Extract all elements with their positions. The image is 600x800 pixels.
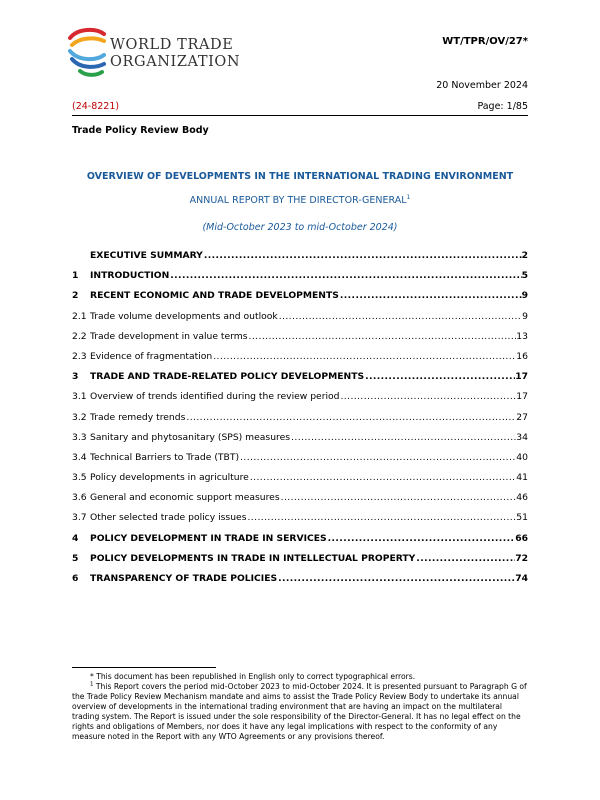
page-number: Page: 1/85 [477, 101, 528, 112]
toc-entry-number: 2.3 [72, 350, 87, 362]
toc-leader-dots [280, 492, 517, 503]
toc-entry-page: 27 [516, 411, 528, 423]
toc-entry-number: 3.5 [72, 472, 87, 484]
toc-entry-number: 2.1 [72, 310, 87, 322]
toc-entry-page: 17 [515, 371, 528, 383]
toc-entry[interactable] [72, 573, 528, 593]
toc-entry-number: 1 [72, 270, 79, 282]
toc-entry-label: INTRODUCTION [90, 270, 170, 282]
toc-leader-dots [212, 351, 516, 362]
toc-entry[interactable] [72, 492, 528, 512]
review-period: (Mid-October 2023 to mid-October 2024) [202, 222, 398, 233]
toc-entry-label: TRANSPARENCY OF TRADE POLICIES [90, 573, 278, 584]
toc-entry-label: Other selected trade policy issues [90, 512, 247, 524]
toc-leader-dots [239, 452, 516, 463]
toc-leader-dots [290, 432, 516, 443]
footnotes [72, 672, 528, 742]
toc-entry-label: Trade development in value terms [90, 330, 248, 342]
toc-entry-number: 3.6 [72, 492, 87, 504]
toc-entry-label: Evidence of fragmentation [90, 350, 213, 362]
toc-entry-number: 2 [72, 290, 79, 302]
wto-emblem-icon [66, 24, 108, 80]
toc-entry-page: 72 [515, 552, 528, 564]
toc-entry[interactable] [72, 270, 528, 290]
toc-entry-page: 40 [516, 451, 528, 463]
toc-entry-label: General and economic support measures [90, 492, 280, 504]
toc-entry-number: 6 [72, 573, 79, 584]
toc-entry[interactable] [72, 391, 528, 411]
footnote-ref: 1 [406, 193, 411, 201]
document-date: 20 November 2024 [436, 80, 528, 91]
toc-entry-page: 74 [515, 573, 528, 584]
organization-name: WORLD TRADE ORGANIZATION [110, 37, 241, 70]
wto-logo [66, 24, 266, 84]
toc-entry-label: POLICY DEVELOPMENTS IN TRADE IN INTELLECTUAL PROPERTY [90, 552, 416, 564]
toc-entry[interactable] [72, 533, 528, 553]
toc-entry-label: Policy developments in agriculture [90, 472, 249, 484]
toc-entry-number: 3.2 [72, 411, 87, 423]
document-subtitle: ANNUAL REPORT BY THE DIRECTOR-GENERAL$^1$ [189, 193, 411, 206]
toc-leader-dots [278, 311, 522, 322]
toc-leader-dots [203, 250, 522, 261]
toc-entry-page: 16 [516, 350, 528, 362]
toc-entry-page: 5 [521, 270, 528, 282]
toc-entry[interactable] [72, 331, 528, 351]
toc-entry-page: 2 [521, 250, 528, 261]
toc-entry[interactable] [72, 371, 528, 391]
toc-entry-page: 13 [516, 330, 528, 342]
toc-entry[interactable] [72, 472, 528, 492]
toc-entry-label: RECENT ECONOMIC AND TRADE DEVELOPMENTS [90, 290, 339, 302]
toc-leader-dots [415, 553, 515, 564]
issuing-body: Trade Policy Review Body [72, 125, 209, 136]
toc-entry-number: 3.1 [72, 391, 87, 403]
document-title: OVERVIEW OF DEVELOPMENTS IN THE INTERNATIONAL TRADING ENVIRONMENT [86, 171, 514, 182]
toc-entry-label: EXECUTIVE SUMMARY [90, 250, 203, 261]
toc-leader-dots [327, 533, 516, 544]
toc-entry[interactable] [72, 290, 528, 310]
toc-entry[interactable] [72, 351, 528, 371]
toc-leader-dots [185, 412, 516, 423]
toc-entry-page: 41 [516, 472, 528, 484]
toc-entry-label: Overview of trends identified during the review period [90, 391, 340, 403]
toc-entry-page: 9 [522, 310, 528, 322]
toc-entry-label: Trade volume developments and outlook [90, 310, 278, 322]
toc-entry[interactable] [72, 512, 528, 532]
toc-entry-page: 34 [516, 431, 528, 443]
toc-entry-number: 3.3 [72, 431, 87, 443]
toc-entry[interactable] [72, 553, 528, 573]
toc-entry-number: 3.7 [72, 512, 87, 524]
toc-entry-number: 4 [72, 532, 79, 544]
toc-leader-dots [277, 573, 515, 584]
toc-entry-label: Sanitary and phytosanitary (SPS) measures [90, 431, 291, 443]
toc-entry-number: 2.2 [72, 330, 87, 342]
toc-entry-number: 3 [72, 371, 79, 383]
toc-leader-dots [249, 472, 516, 483]
document-reference: (24-8221) [72, 101, 120, 112]
footnote-star: * This document has been republished in English only to correct typographical errors. [90, 672, 416, 681]
toc-entry-label: Trade remedy trends [90, 411, 186, 423]
table-of-contents [72, 250, 528, 593]
toc-leader-dots [246, 512, 516, 523]
footnote-divider [72, 667, 216, 668]
toc-entry-page: 46 [516, 492, 528, 504]
toc-entry[interactable] [72, 311, 528, 331]
toc-leader-dots [248, 331, 517, 342]
toc-entry-page: 17 [516, 391, 528, 403]
toc-entry-number: 3.4 [72, 451, 87, 463]
toc-entry[interactable] [72, 432, 528, 452]
document-symbol: WT/TPR/OV/27* [442, 36, 528, 47]
toc-leader-dots [339, 391, 516, 402]
toc-leader-dots [339, 290, 522, 301]
toc-leader-dots [169, 270, 521, 281]
toc-entry-page: 66 [515, 532, 528, 544]
toc-entry[interactable] [72, 452, 528, 472]
toc-entry-number: 5 [72, 552, 79, 564]
header-divider [72, 115, 528, 116]
footnote-1: $^1$ This Report covers the period mid-October 2023 to mid-October 2024. It is presented pursuant to Paragraph G of the Trade Policy Review Mechanism mandate and aims to assist the Trade Policy Review Body to undertake its annual overview of developments in the international trading environment that are having an impact on the multilateral trading system. The Report is issued under the sole responsibility of the Director-General. It has no legal effect on the rights and obligations of Members, nor does it have any legal implications with respect to the conformity of any measure noted in the Report with any WTO Agreements or any provisions thereof. [72, 681, 527, 741]
toc-entry-label: TRADE AND TRADE-RELATED POLICY DEVELOPMENTS [90, 371, 365, 383]
toc-leader-dots [364, 371, 515, 382]
toc-entry[interactable] [72, 250, 528, 270]
toc-entry-page: 9 [521, 290, 528, 302]
toc-entry[interactable] [72, 412, 528, 432]
toc-entry-page: 51 [516, 512, 528, 524]
toc-entry-label: Technical Barriers to Trade (TBT) [90, 451, 240, 463]
toc-entry-label: POLICY DEVELOPMENT IN TRADE IN SERVICES [90, 532, 327, 544]
